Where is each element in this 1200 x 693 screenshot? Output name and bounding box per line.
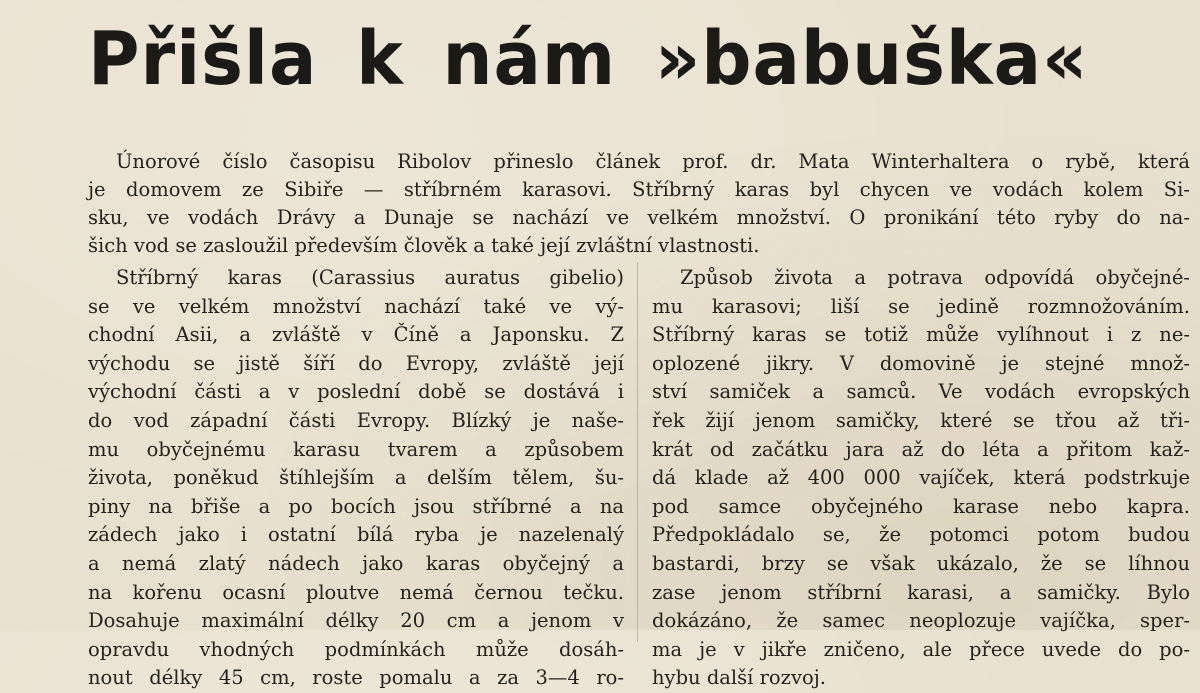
- right-column-line: ství samiček a samců. Ve vodách evropských: [652, 380, 1190, 404]
- right-column-line: Stříbrný karas se totiž může vylíhnout i z ne-: [652, 323, 1190, 347]
- lead-line: sku, ve vodách Drávy a Dunaje se nachází ve velkém množství. O pronikání této ryby do na-: [88, 206, 1190, 229]
- right-column-line: mu karasovi; liší se jedině rozmnožováním.: [652, 294, 1190, 318]
- left-column-line: se ve velkém množství nachází také ve vý-: [88, 294, 624, 318]
- lead-line: šich vod se zasloužil především člověk a také její zvláštní vlastnosti.: [88, 234, 760, 257]
- left-column-line: a nemá zlatý nádech jako karas obyčejný a: [88, 551, 624, 575]
- article-lead-paragraph: [88, 148, 1190, 260]
- left-column-line: Stříbrný karas (Carassius auratus gibelio): [116, 266, 624, 289]
- right-column-line: dá klade až 400 000 vajíček, která podstrkuje: [652, 466, 1190, 490]
- left-column-paragraph: [88, 264, 624, 693]
- left-column-line: východu se jistě šíří do Evropy, zvláště její: [88, 351, 624, 375]
- left-column-line: do vod západní části Evropy. Blízký je naše-: [88, 408, 624, 432]
- left-column-line: zádech jako i ostatní bílá ryba je nazelenalý: [88, 523, 624, 547]
- right-column-line: Předpokládalo se, že potomci potom budou: [652, 523, 1190, 547]
- article-headline: Přišla k nám »babuška«: [88, 16, 1089, 102]
- left-column-line: východní části a v poslední době se dostává i: [88, 380, 624, 404]
- left-column-line: na kořenu ocasní ploutve nemá černou tečku.: [88, 580, 624, 604]
- right-column-line: hybu další rozvoj.: [652, 666, 826, 690]
- left-column-line: chodní Asii, a zvláště v Číně a Japonsku. Z: [88, 323, 624, 347]
- right-column-line: dokázáno, že samec neoplozuje vajíčka, sper-: [652, 609, 1190, 633]
- right-column-line: bastardi, brzy se však ukázalo, že se líhnou: [652, 551, 1190, 575]
- column-gutter: [637, 262, 638, 642]
- left-column-line: piny na břiše a po bocích jsou stříbrné a na: [88, 494, 624, 518]
- left-column-line: opravdu vhodných podmínkách může dosáh-: [88, 637, 624, 661]
- left-column-line: nout délky 45 cm, roste pomalu a za 3—4 ro-: [88, 666, 624, 690]
- left-column-line: mu obyčejnému karasu tvarem a způsobem: [88, 437, 624, 461]
- right-column-line: zase jenom stříbrní karasi, a samičky. Bylo: [652, 580, 1190, 604]
- lead-line: Únorové číslo časopisu Ribolov přineslo článek prof. dr. Mata Winterhaltera o rybě, která: [116, 150, 1190, 173]
- left-column-line: života, poněkud štíhlejším a delším tělem, šu-: [88, 466, 624, 490]
- right-column-line: řek žijí jenom samičky, které se třou až tři-: [652, 408, 1190, 432]
- lead-line: je domovem ze Sibiře — stříbrném karasovi. Stříbrný karas byl chycen ve vodách kolem Si-: [88, 178, 1190, 201]
- right-column-line: oplozené jikry. V domovině je stejné množ-: [652, 351, 1190, 375]
- right-column-paragraph: [652, 264, 1190, 693]
- right-column-line: pod samce obyčejného karase nebo kapra.: [652, 494, 1190, 518]
- right-column-line: krát od začátku jara až do léta a přitom kaž-: [652, 437, 1190, 461]
- right-column-line: ma je v jikře zničeno, ale přece uvede do po-: [652, 637, 1190, 661]
- left-column-line: Dosahuje maximální délky 20 cm a jenom v: [88, 609, 624, 633]
- right-column-line: Způsob života a potrava odpovídá obyčejné-: [680, 266, 1190, 289]
